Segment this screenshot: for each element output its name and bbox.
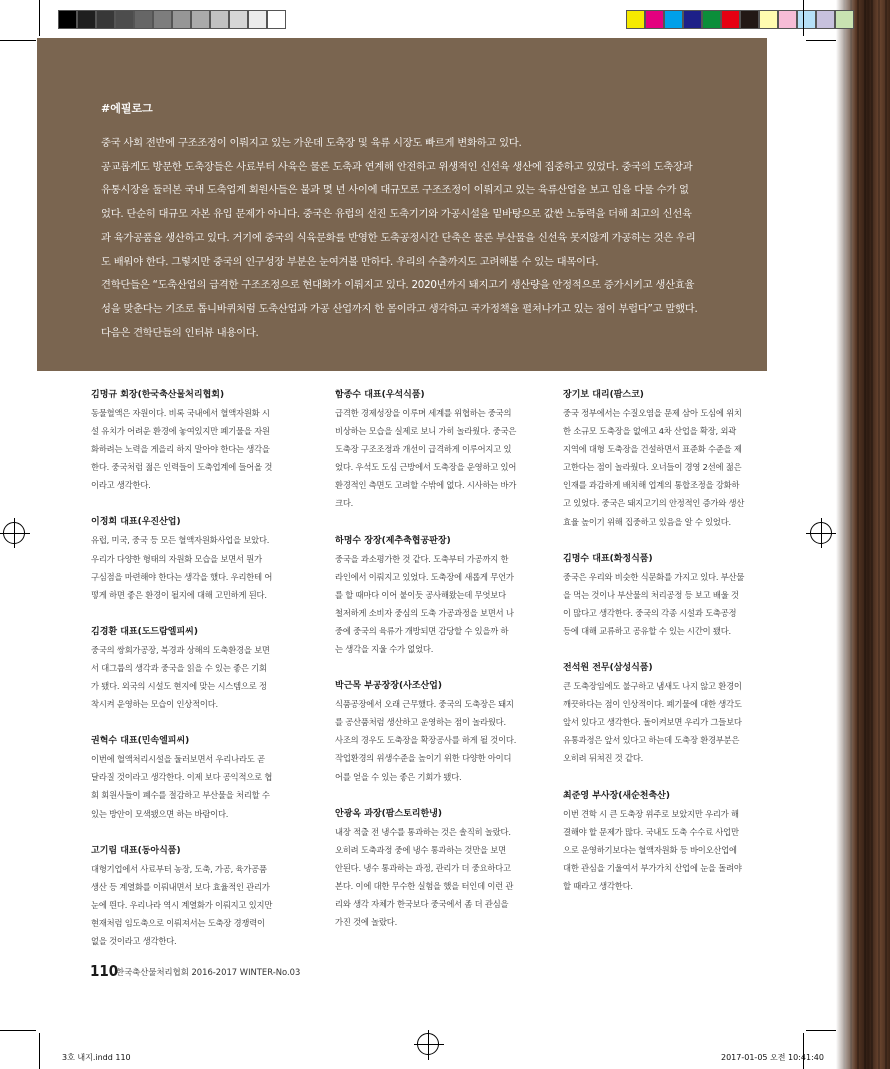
color-swatch — [683, 10, 702, 29]
interview-line: 이라고 생각한다. — [91, 480, 151, 491]
color-swatch — [797, 10, 816, 29]
color-swatch — [740, 10, 759, 29]
interview-line: 었다. 우석도 도심 근방에서 도축장을 운영하고 있어 — [335, 462, 517, 473]
interview-line: 한다. 중국처럼 젊은 인력들이 도축업계에 들어올 것 — [91, 462, 273, 473]
interviewee-name: 장기보 대리(팜스코) — [563, 390, 644, 400]
color-swatch — [816, 10, 835, 29]
color-swatch — [77, 10, 96, 29]
interview-line: 중국을 과소평가한 것 같다. 도축부터 가공까지 한 — [335, 553, 509, 564]
interview-line: 크다. — [335, 498, 354, 509]
color-swatch — [134, 10, 153, 29]
interview-line: 오히려 뒤쳐진 것 같다. — [563, 753, 644, 764]
page-number: 110 — [90, 962, 119, 980]
epilogue-line: 과 육가공품을 생산하고 있다. 거기에 중국의 식육문화를 반영한 도축공정시간 단축은 물론 부산물을 신선육 못지않게 가공하는 것은 우리 — [101, 231, 696, 244]
interview-line: 는 생각을 지울 수가 없었다. — [335, 644, 434, 655]
interview-entry — [91, 388, 299, 494]
interview-line: 이 많다고 생각한다. 중국의 각종 시설과 도축공정 — [563, 607, 737, 618]
color-swatch — [115, 10, 134, 29]
publication-label: 한국축산물처리협회 2016-2017 WINTER-No.03 — [116, 967, 301, 977]
interview-column-1 — [91, 388, 299, 971]
interview-line: 인재를 과감하게 배치해 업계의 통합조정을 강화하 — [563, 480, 740, 491]
interview-line: 동물혈액은 자원이다. 비록 국내에서 혈액자원화 시 — [91, 408, 270, 418]
color-swatch — [645, 10, 664, 29]
interview-line: 설 유치가 어려운 환경에 놓여있지만 폐기물을 자원 — [91, 426, 270, 437]
interview-line: 생산 등 계열화를 이뤄내면서 보다 효율적인 관리가 — [91, 881, 270, 892]
interview-line: 오히려 도축과정 중에 냉수 통과하는 것만을 보면 — [335, 844, 506, 855]
interview-line: 어를 얻을 수 있는 좋은 기회가 됐다. — [335, 771, 462, 782]
interview-line: 리와 생각 자체가 한국보다 중국에서 좀 더 관심을 — [335, 898, 509, 909]
interview-line: 효율 높이기 위해 집중하고 있음을 알 수 있었다. — [563, 516, 731, 527]
interview-line: 떻게 하면 좋은 환경이 될지에 대해 고민하게 된다. — [91, 589, 267, 600]
interview-line: 대한 관심을 기울여서 부가가치 산업에 눈을 돌려야 — [563, 862, 742, 873]
interview-line: 이번 견학 시 큰 도축장 위주로 보았지만 우리가 해 — [563, 808, 739, 819]
interview-line: 가진 것에 놀랐다. — [335, 917, 398, 928]
color-swatch — [702, 10, 721, 29]
interview-entry — [563, 789, 771, 895]
color-swatch — [229, 10, 248, 29]
interview-line: 우리가 다양한 형태의 자원화 모습을 보면서 뭔가 — [91, 553, 262, 564]
interview-line: 고한다는 점이 놀라웠다. 오너들이 경영 2선에 젊은 — [563, 462, 742, 473]
interview-line: 서 대그룹의 생각과 중국을 읽을 수 있는 좋은 기회 — [91, 662, 267, 673]
interview-entry — [91, 844, 299, 950]
color-swatch — [759, 10, 778, 29]
interview-line: 유통과정은 앞서 있다고 하는데 도축장 환경부분은 — [563, 735, 740, 746]
interview-entry — [335, 679, 543, 785]
interviewee-name: 박근목 부공장장(사조산업) — [335, 681, 442, 692]
interview-line: 큰 도축장임에도 불구하고 냄새도 나지 않고 환경이 — [563, 681, 742, 692]
interview-line: 도축장 구조조정과 개선이 급격하게 이루어지고 있 — [335, 444, 512, 455]
interview-line: 없을 것이라고 생각한다. — [91, 935, 177, 946]
interview-line: 환경적인 측면도 고려할 수밖에 없다. 시사하는 바가 — [335, 480, 517, 491]
print-slug-file: 3호 내지.indd 110 — [62, 1053, 131, 1062]
interview-line: 중국 정부에서는 수질오염을 문제 삼아 도심에 위치 — [563, 408, 742, 418]
color-swatch — [626, 10, 645, 29]
color-swatch — [172, 10, 191, 29]
color-swatch — [58, 10, 77, 29]
interview-line: 지역에 대형 도축장을 건설하면서 표준화 수준을 제 — [563, 444, 742, 455]
interview-line: 할 때라고 생각한다. — [563, 880, 633, 891]
color-swatch — [721, 10, 740, 29]
interview-line: 눈에 띈다. 우리나라 역시 계열화가 이뤄지고 있지만 — [91, 899, 273, 910]
interview-line: 본다. 이에 대한 무수한 실험을 했을 터인데 이런 관 — [335, 880, 514, 891]
color-swatch — [210, 10, 229, 29]
epilogue-line: 공교롭게도 방문한 도축장들은 사료부터 사육은 물론 도축과 연계해 안전하고 위생적인 신선육 생산에 집중하고 있었다. 중국의 도축장과 — [101, 160, 693, 173]
interview-line: 라인에서 이뤄지고 있었다. 도축장에 새롭게 무언가 — [335, 571, 514, 582]
interview-line: 으로 운영하기보다는 혈액자원화 등 바이오산업에 — [563, 844, 737, 855]
interviewee-name: 하명수 장장(제추축협공판장) — [335, 535, 451, 546]
interview-line: 중국의 쌍회가공장, 북경과 상해의 도축환경을 보면 — [91, 644, 270, 655]
interview-line: 철저하게 소비자 중심의 도축 가공과정을 보면서 나 — [335, 607, 514, 618]
interview-line: 회 회원사들이 폐수를 절감하고 부산물을 처리할 수 — [91, 790, 270, 801]
color-swatch — [267, 10, 286, 29]
interviewee-name: 전석원 전무(삼성식품) — [563, 663, 653, 674]
interview-entry — [335, 534, 543, 659]
color-swatch — [96, 10, 115, 29]
color-swatch — [664, 10, 683, 29]
interview-line: 를 공산품처럼 생산하고 운영하는 점이 놀라웠다. — [335, 717, 506, 728]
color-swatch — [191, 10, 210, 29]
epilogue-line: 중국 사회 전반에 구조조정이 이뤄지고 있는 가운데 도축장 및 육류 시장도 빠르게 변화하고 있다. — [101, 137, 522, 149]
color-swatch — [248, 10, 267, 29]
interview-column-3 — [563, 388, 771, 916]
color-swatch — [835, 10, 854, 29]
interview-line: 등에 대해 교류하고 공유할 수 있는 시간이 됐다. — [563, 625, 731, 636]
interview-line: 사조의 경우도 도축장을 확장공사를 하게 될 것이다. — [335, 735, 517, 746]
interview-line: 작업환경의 위생수준을 높이기 위한 다양한 아이디 — [335, 753, 512, 764]
print-slug-timestamp: 2017-01-05 오전 10:41:40 — [721, 1053, 824, 1062]
interviewee-name: 김명규 회장(한국축산물처리협회) — [91, 390, 225, 400]
epilogue-line: 다음은 견학단들의 인터뷰 내용이다. — [101, 326, 259, 339]
interview-entry — [563, 552, 771, 640]
interview-line: 가 됐다. 외국의 시설도 현지에 맞는 시스템으로 정 — [91, 681, 267, 692]
interview-line: 을 먹는 것이나 부산물의 처리공정 등 보고 배울 것 — [563, 589, 739, 600]
interview-entry — [91, 734, 299, 822]
interviewee-name: 안광옥 과장(팜스토리한냉) — [335, 808, 442, 819]
interview-entry — [563, 388, 771, 531]
epilogue-line: 유통시장을 둘러본 국내 도축업계 회원사들은 불과 몇 년 사이에 대규모로 구조조정이 이뤄지고 있는 육류산업을 보고 입을 다물 수가 없 — [101, 184, 689, 197]
interview-line: 결해야 할 문제가 많다. 국내도 도축 수수료 사업만 — [563, 826, 739, 837]
interview-entry — [335, 807, 543, 932]
interview-line: 중에 중국의 육류가 개방되면 감당할 수 있을까 하 — [335, 625, 509, 636]
interview-line: 한 소규모 도축장을 없애고 4차 산업을 확장, 외곽 — [563, 426, 737, 437]
interview-entry — [91, 515, 299, 603]
color-swatch — [778, 10, 797, 29]
interview-line: 급격한 경제성장을 이루며 세계를 위협하는 중국의 — [335, 408, 512, 418]
interview-line: 유럽, 미국, 중국 등 모든 혈액자원화사업을 보았다. — [91, 535, 270, 546]
interviewee-name: 함종수 대표(우석식품) — [335, 390, 425, 400]
interview-line: 안된다. 냉수 통과하는 과정, 관리가 더 중요하다고 — [335, 862, 511, 873]
interviewee-name: 고기림 대표(동아식품) — [91, 845, 181, 856]
interview-line: 착시켜 운영하는 모습이 인상적이다. — [91, 699, 218, 710]
wood-texture-fade — [836, 0, 856, 1069]
epilogue-line: 도 배워야 한다. 그렇지만 중국의 인구성장 부분은 눈여겨볼 만하다. 우리의 수출까지도 고려해볼 수 있는 대목이다. — [101, 255, 599, 268]
interview-line: 내장 적출 전 냉수를 통과하는 것은 솔직히 놀랐다. — [335, 826, 511, 837]
interviewee-name: 김경환 대표(도드람엘피씨) — [91, 626, 198, 637]
interview-line: 깨끗하다는 점이 인상적이다. 폐기물에 대한 생각도 — [563, 699, 742, 710]
epilogue-body — [101, 132, 756, 345]
interview-entry — [91, 625, 299, 713]
epilogue-title: #에필로그 — [101, 102, 153, 115]
interviewee-name: 권혁수 대표(민속엘피씨) — [91, 736, 190, 747]
interview-line: 중국은 우리와 비슷한 식문화를 가지고 있다. 부산물 — [563, 571, 745, 582]
epilogue-line: 견학단들은 “도축산업의 급격한 구조조정으로 현대화가 이뤄지고 있다. 2020년까지 돼지고기 생산량을 안정적으로 증가시키고 생산효율 — [101, 279, 695, 292]
interviewee-name: 김명수 대표(화정식품) — [563, 553, 653, 564]
interview-line: 이번에 혈액처리시설을 둘러보면서 우리나라도 곧 — [91, 754, 265, 765]
interview-line: 식품공장에서 오래 근무했다. 중국의 도축장은 돼지 — [335, 699, 514, 710]
epilogue-line: 었다. 단순히 대규모 자본 유입 문제가 아니다. 중국은 유럽의 선진 도축기기와 가공시설을 밑바탕으로 값싼 노동력을 더해 최고의 신선육 — [101, 208, 692, 221]
interview-line: 달라질 것이라고 생각한다. 이제 보다 공익적으로 협 — [91, 772, 273, 783]
interview-line: 를 할 때마다 이어 붙이듯 공사해왔는데 무엇보다 — [335, 589, 506, 600]
epilogue-line: 성을 맞춘다는 기조로 톱니바퀴처럼 도축산업과 가공 산업까지 한 몸이라고 생각하고 국가정책을 펼쳐나가고 있는 점이 부럽다”고 말했다. — [101, 302, 698, 315]
interview-entry — [335, 388, 543, 513]
interview-line: 비상하는 모습을 실제로 보니 가히 놀라웠다. 중국은 — [335, 426, 517, 437]
interviewee-name: 이정희 대표(우진산업) — [91, 517, 181, 528]
interview-line: 화하려는 노력을 게을리 하지 말아야 한다는 생각을 — [91, 444, 270, 455]
interview-column-2 — [335, 388, 543, 952]
interview-line: 고 있었다. 중국은 돼지고기의 안정적인 증가와 생산 — [563, 498, 745, 509]
color-swatch — [153, 10, 172, 29]
interview-line: 현재처럼 임도축으로 이뤄져서는 도축장 경쟁력이 — [91, 917, 265, 928]
interview-line: 대형기업에서 사료부터 농장, 도축, 가공, 육가공품 — [91, 863, 267, 874]
interview-entry — [563, 661, 771, 767]
interview-line: 있는 방안이 모색됐으면 하는 바람이다. — [91, 808, 229, 819]
interview-line: 구심점을 마련해야 한다는 생각을 했다. 우리한테 어 — [91, 571, 273, 582]
interviewee-name: 최준영 부사장(새순천축산) — [563, 790, 670, 801]
interview-line: 앞서 있다고 생각한다. 돌이켜보면 우리가 그들보다 — [563, 717, 742, 728]
